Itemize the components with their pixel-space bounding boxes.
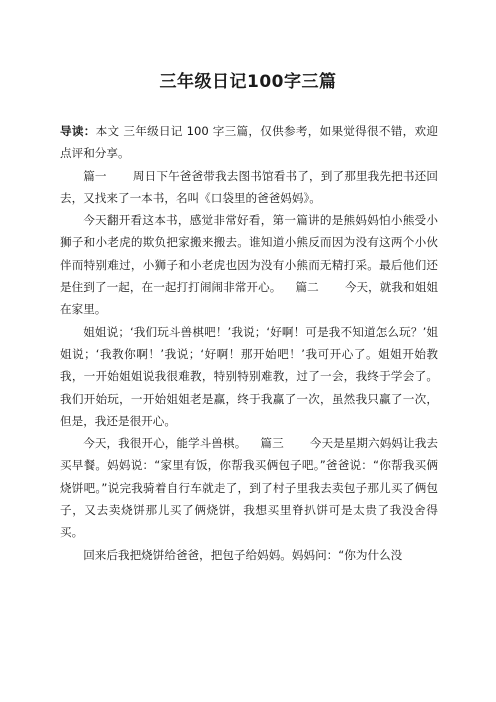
document-title: 三年级日记100字三篇: [159, 72, 337, 92]
paragraph-4-tail: 今天是星期六妈妈让我去买早餐。妈妈说：“家里有饭，你帮我买俩包子吧。”爸爸说：“你帮我买俩烧饼吧。”说完我骑着自行车就走了，到了村子里我去卖包子那儿买了俩包子，又去卖烧饼那儿买了俩烧饼，我想买里脊扒饼可是太贵了我没舍得买。: [60, 436, 438, 540]
paragraph-1-text: 周日下午爸爸带我去图书馆看书了，到了那里我先把书还回去，又找来了一本书，名叫《口袋里的爸爸妈妈》。: [60, 168, 438, 205]
lead-paragraph: [60, 120, 438, 165]
paragraph-4: [60, 432, 438, 543]
section-heading-1: 篇一: [83, 168, 107, 183]
lead-label: 导读：: [60, 124, 96, 138]
paragraph-4-text: 今天，我很开心，能学斗兽棋。: [83, 436, 247, 451]
paragraph-3-text: 姐姐说；‘我们玩斗兽棋吧！’我说；‘好啊！可是我不知道怎么玩？’姐姐说；‘我教你啊！’我说；‘好啊！那开始吧！’我可开心了。姐姐开始教我，一开始姐姐说我很难教，特别特别难教，过了一会，我终于学会了。我们开始玩，一开始姐姐老是赢，终于我赢了一次，虽然我只赢了一次，但是，我还是很开心。: [60, 324, 438, 428]
paragraph-2: [60, 209, 438, 320]
paragraph-5: [60, 544, 438, 566]
document-body: [60, 120, 438, 566]
lead-text: 本文 三年级日记 100 字三篇，仅供参考，如果觉得很不错，欢迎点评和分享。: [60, 124, 438, 161]
section-heading-3: 篇三: [260, 436, 284, 451]
paragraph-3: [60, 321, 438, 432]
paragraph-1: [60, 165, 438, 210]
paragraph-2-text: 今天翻开看这本书，感觉非常好看，第一篇讲的是熊妈妈怕小熊受小狮子和小老虎的欺负把家搬来搬去。谁知道小熊反而因为没有这两个小伙伴而特别难过，小狮子和小老虎也因为没有小熊而无精打采。最后他们还是住到了一起，在一起打打闹闹非常开心。: [60, 213, 438, 295]
paragraph-5-text: 回来后我把烧饼给爸爸，把包子给妈妈。妈妈问：“你为什么没: [83, 547, 403, 562]
paragraph-2-tail: 今天，就我和姐姐在家里。: [60, 280, 438, 317]
section-heading-2: 篇二: [295, 280, 319, 295]
